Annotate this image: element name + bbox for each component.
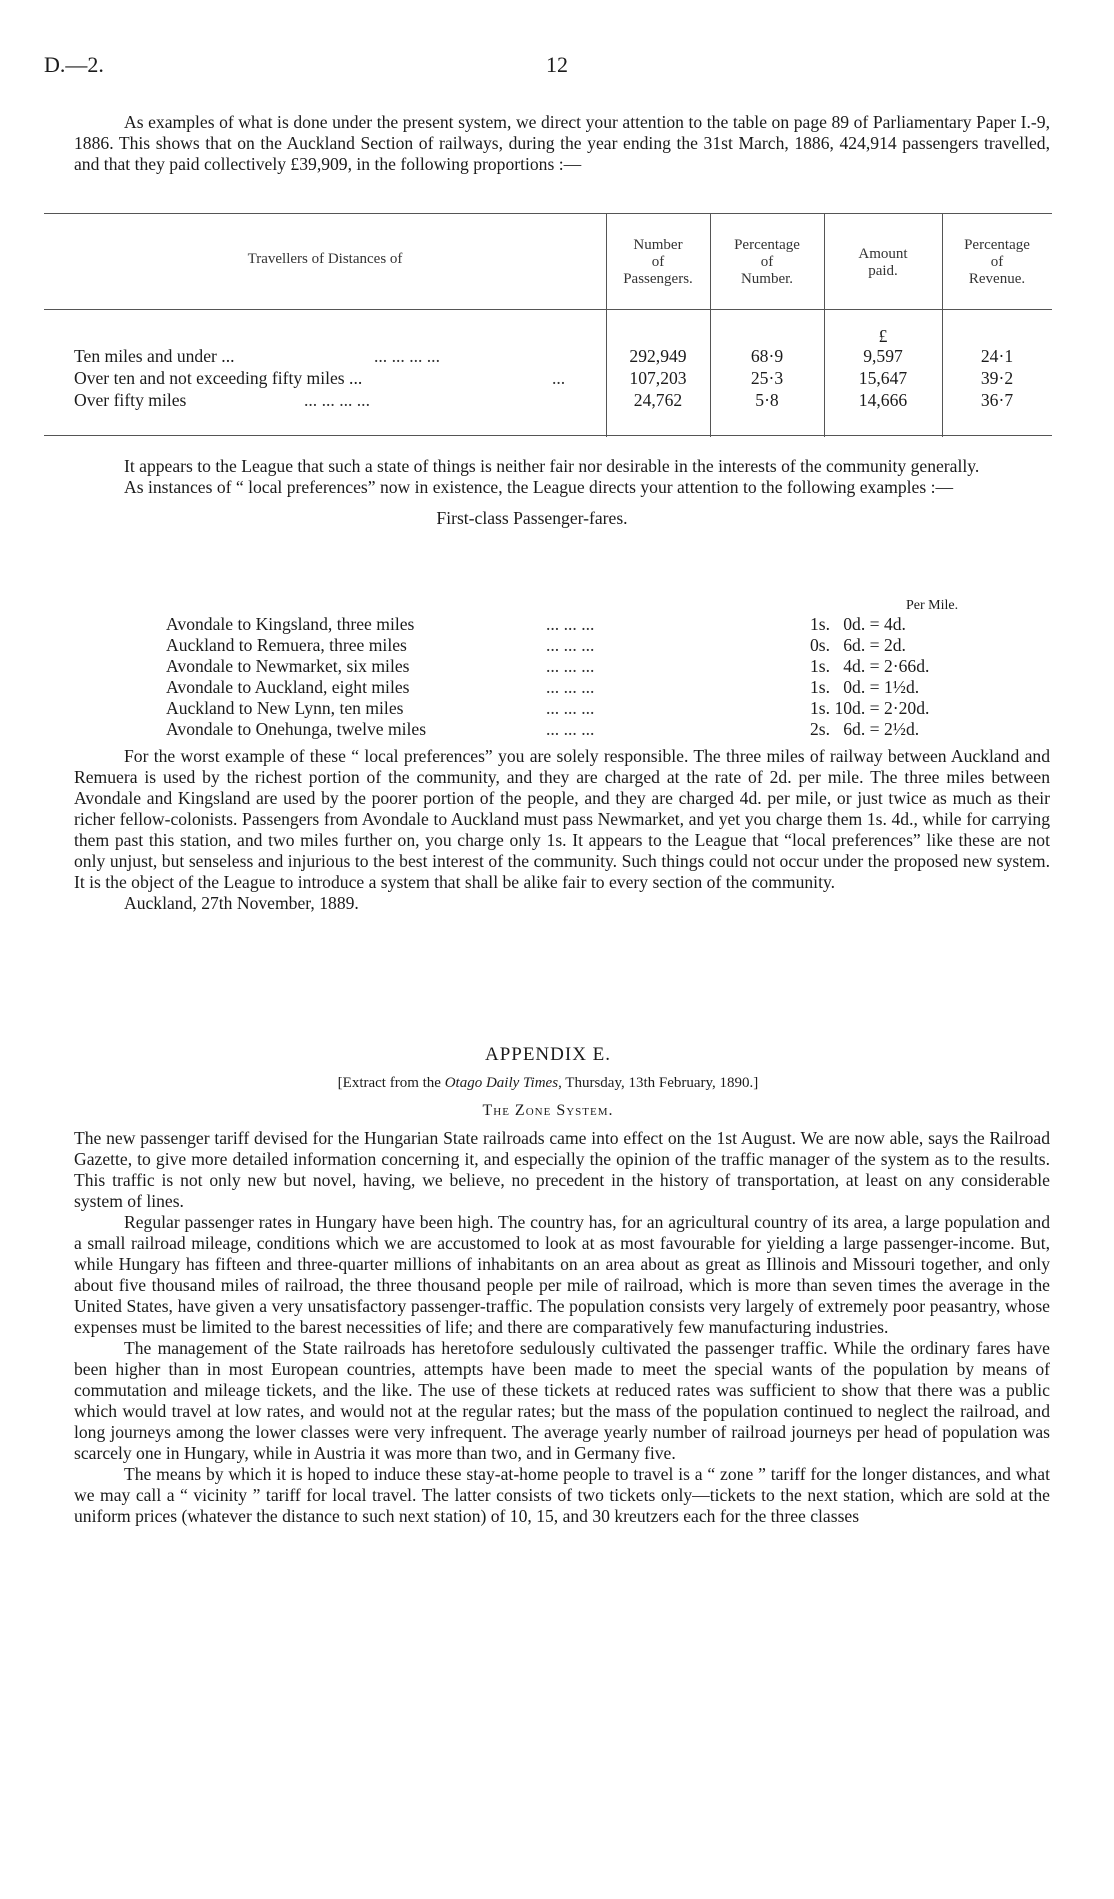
table-cell-pct-revenue: 39·2 — [980, 368, 1014, 388]
list-item: Avondale to Newmarket, six miles ... ... ... 1s. 4d. = 2·66d. — [166, 656, 930, 676]
page-number: 12 — [546, 52, 568, 77]
table-cell-amount: 15,647 — [858, 368, 908, 388]
table-bottom-rule — [44, 435, 1052, 436]
header-pct-number: Percentage of Number. — [734, 237, 800, 287]
zone-paragraph: Regular passenger rates in Hungary have been high. The country has, for an agricultural country of its area, a large population and a small railroad mileage, conditions which we are accustomed to look at as most favourable for yielding a large passenger-income. But, while Hungary has fifteen and three-quarter millions of inhabitants on an area about as great as Illinois and Missouri together, and only about five thousand miles of railroad, the three thousand people per mile of railroad, which is more than seven times the average in the United States, have given a very unsatisfactory passenger-traffic. The population consists very largely of extremely poor peasantry, whose expenses must be limited to the barest necessities of life; and there are comparatively few manufacturing industries. — [74, 1212, 1050, 1337]
worst-example-paragraph: For the worst example of these “ local preferences” you are solely responsible. The three miles of railway between Auckland and Remuera is used by the richest portion of the community, and they are charged at the rate of 2d. per mile. The three miles between Avondale and Kingsland are used by the poorer portion of the people, and they are charged 4d. per mile, or just twice as much as their richer fellow-colonists. Passengers from Avondale to Auckland must pass Newmarket, and yet you charge them 1s. 4d., while for carrying them past this station, and two miles further on, you charge only 1s. It appears to the League that “local preferences” like these are not only unjust, but senseless and injurious to the best interest of the community. Such things could not occur under the proposed new system. It is the object of the League to introduce a system that shall be alike fair to every section of the community. — [74, 746, 1050, 892]
list-item: Avondale to Kingsland, three miles ... ... ... 1s. 0d. = 4d. — [166, 614, 906, 634]
league-block — [74, 456, 1050, 529]
table-cell-pct-number: 25·3 — [750, 368, 784, 388]
table-row-dots: ... ... ... ... — [374, 346, 440, 366]
passenger-table — [44, 213, 1052, 437]
table-cell-pct-number: 5·8 — [755, 390, 779, 410]
table-cell-number: 107,203 — [629, 368, 687, 388]
section-title: The Zone System. — [482, 1102, 614, 1119]
worst-example-block — [74, 746, 1050, 914]
list-item: Auckland to Remuera, three miles ... ... ... 0s. 6d. = 2d. — [166, 635, 906, 655]
document-reference: D.—2. — [44, 52, 104, 77]
table-cell-amount: 9,597 — [863, 346, 903, 366]
table-cell-amount: 14,666 — [858, 390, 908, 410]
intro-paragraph: As examples of what is done under the present system, we direct your attention to the table on page 89 of Parliamentary Paper I.-9, 1886. This shows that on the Auckland Section of railways, during the year ending the 31st March, 1886, 424,914 passengers travelled, and that they paid collectively £39,909, in the following proportions :— — [74, 112, 1050, 174]
table-row-label: Over ten and not exceeding fifty miles ... — [74, 368, 363, 388]
appendix-title: APPENDIX E. — [484, 1044, 612, 1065]
table-cell-number: 292,949 — [629, 346, 687, 366]
intro-block — [74, 112, 1050, 175]
appendix-heading — [44, 1044, 1052, 1121]
league-paragraph: As instances of “ local preferences” now in existence, the League directs your attention to the following examples :— — [124, 477, 954, 497]
fares-title: First-class Passenger-fares. — [436, 508, 628, 528]
currency-mark: £ — [878, 326, 888, 346]
header-number: Number of Passengers. — [623, 237, 693, 287]
zone-paragraph: The management of the State railroads has heretofore sedulously cultivated the passenger traffic. While the ordinary fares have been higher than in most European countries, attempts have been made to meet the special wants of the population by means of commutation and mileage tickets, and the like. The use of these tickets at reduced rates was sufficient to show that there was a public which would travel at low rates, and would not at the regular rates; but the mass of the population continued to neglect the railroad, and long journeys among the lower classes were very infrequent. The average yearly number of railroad journeys per head of population was scarcely one in Hungary, while in Austria it was more than two, and in Germany five. — [74, 1338, 1050, 1463]
list-item: Auckland to New Lynn, ten miles ... ... ... 1s. 10d. = 2·20d. — [166, 698, 930, 718]
table-cell-number: 24,762 — [633, 390, 683, 410]
table-row-dots: ... ... ... ... — [304, 390, 370, 410]
extract-line: [Extract from the Otago Daily Times, Thursday, 13th February, 1890.] — [337, 1075, 759, 1091]
table-row-label: Ten miles and under ... — [74, 346, 235, 366]
list-item: Avondale to Auckland, eight miles ... ... ... 1s. 0d. = 1½d. — [166, 677, 920, 697]
league-paragraph: It appears to the League that such a state of things is neither fair nor desirable in the interests of the community generally. — [124, 456, 980, 476]
table-cell-pct-revenue: 36·7 — [980, 390, 1014, 410]
table-row-dots: ... — [552, 368, 566, 388]
zone-system-block — [74, 1128, 1050, 1527]
table-cell-pct-number: 68·9 — [750, 346, 784, 366]
page-header — [44, 52, 1070, 86]
fares-list — [166, 598, 1046, 740]
table-row-label: Over fifty miles — [74, 390, 187, 410]
list-item: Avondale to Onehunga, twelve miles ... ... ... 2s. 6d. = 2½d. — [166, 719, 920, 739]
table-header-rule — [44, 309, 1052, 310]
zone-paragraph: The new passenger tariff devised for the Hungarian State railroads came into effect on the 1st August. We are now able, says the Railroad Gazette, to give more detailed information concerning it, and especially the opinion of the traffic manager of the system as to the results. This traffic is not only new but novel, having, we believe, no precedent in the history of transportation, at least on any considerable system of lines. — [74, 1128, 1050, 1211]
per-mile-label: Per Mile. — [906, 598, 959, 613]
header-pct-revenue: Percentage of Revenue. — [964, 237, 1030, 287]
per-mile-row — [166, 598, 1046, 614]
dateline: Auckland, 27th November, 1889. — [124, 893, 359, 913]
zone-paragraph: The means by which it is hoped to induce these stay-at-home people to travel is a “ zone ” tariff for the longer distances, and what we may call a “ vicinity ” tariff for local travel. The latter consists of two tickets only—tickets to the next station, which are sold at the uniform prices (whatever the distance to such next station) of 10, 15, and 30 kreutzers each for the three classes — [74, 1464, 1050, 1526]
header-travellers: Travellers of Distances of — [247, 251, 403, 267]
header-amount: Amount paid. — [858, 246, 908, 279]
table-cell-pct-revenue: 24·1 — [980, 346, 1014, 366]
table-top-rule — [44, 213, 1052, 214]
